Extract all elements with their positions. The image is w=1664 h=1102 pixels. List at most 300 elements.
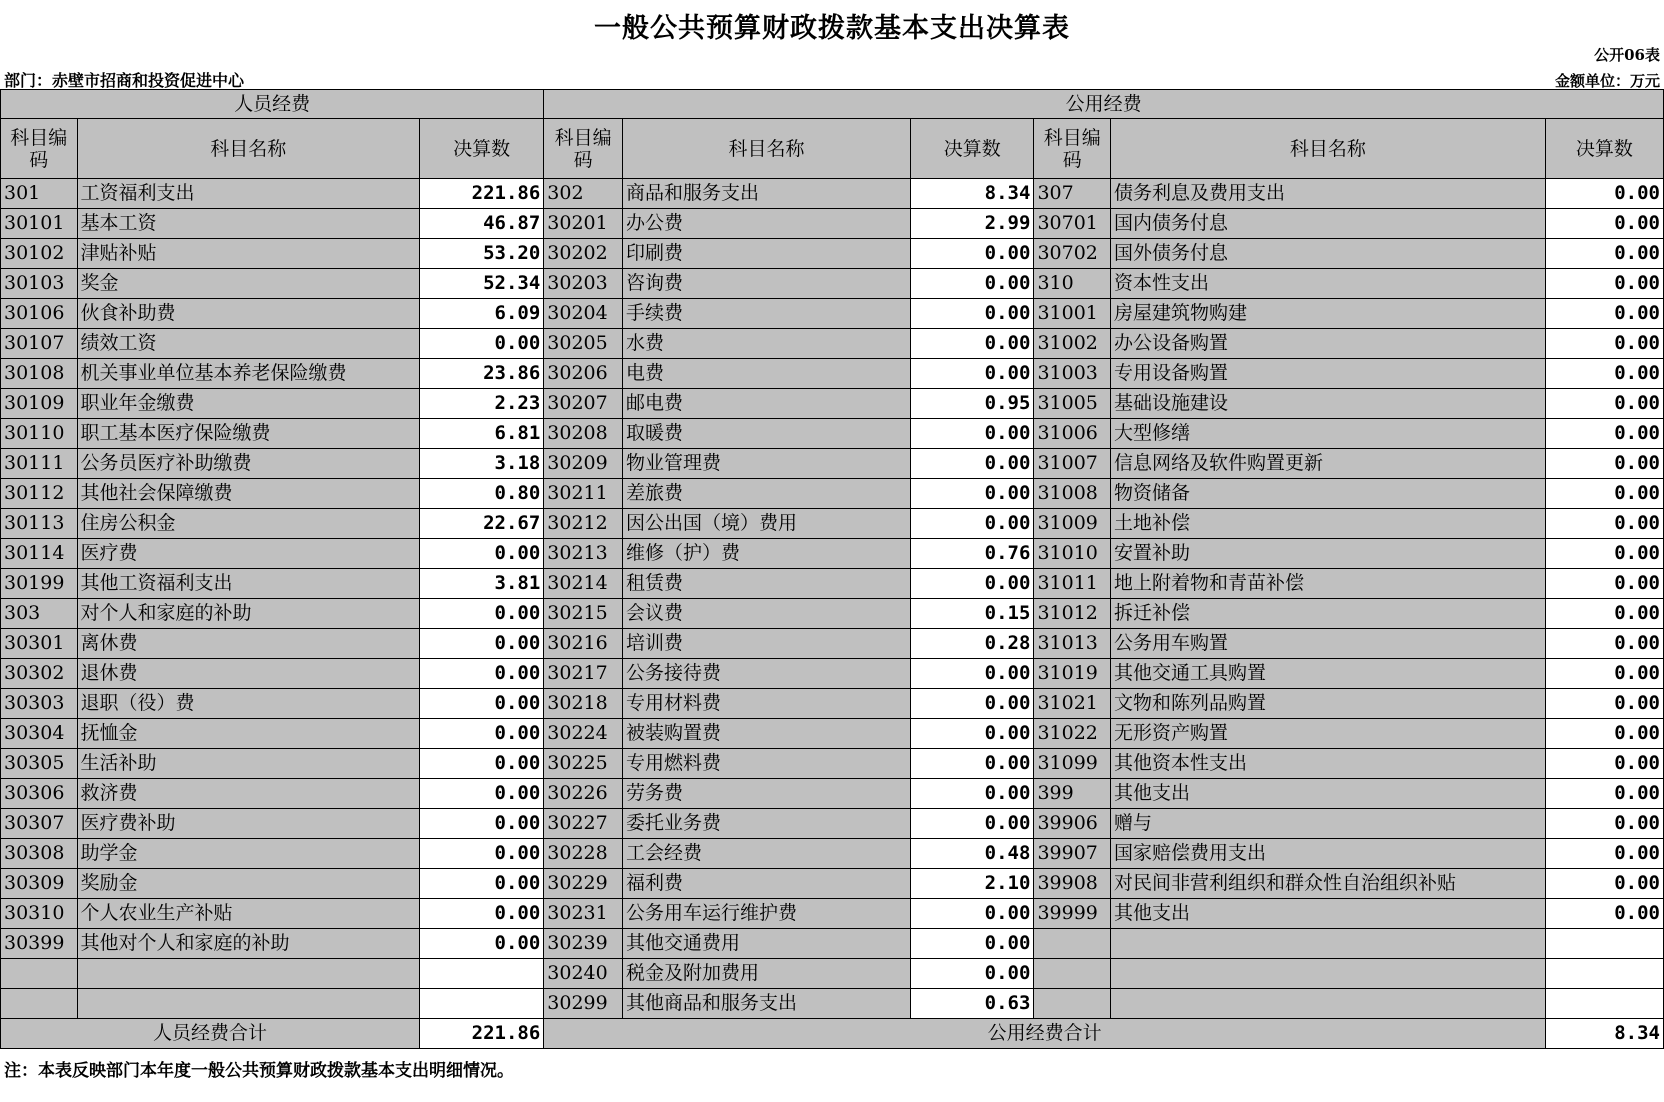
cell-name-other: 债务利息及费用支出 <box>1110 179 1545 209</box>
cell-amount-other <box>1545 989 1663 1019</box>
cell-amount-personnel: 2.23 <box>419 389 543 419</box>
cell-amount-other: 0.00 <box>1545 389 1663 419</box>
cell-amount-personnel: 0.00 <box>419 749 543 779</box>
cell-code-personnel: 301 <box>1 179 78 209</box>
cell-code-public: 30224 <box>544 719 623 749</box>
table-row <box>1 329 1664 359</box>
cell-code-public: 30207 <box>544 389 623 419</box>
cell-code-public: 302 <box>544 179 623 209</box>
cell-name-public: 专用燃料费 <box>622 749 910 779</box>
cell-code-personnel: 30301 <box>1 629 78 659</box>
cell-name-public: 被装购置费 <box>622 719 910 749</box>
cell-amount-other: 0.00 <box>1545 689 1663 719</box>
cell-code-public: 30227 <box>544 809 623 839</box>
cell-code-personnel: 30111 <box>1 449 78 479</box>
cell-code-public: 30215 <box>544 599 623 629</box>
cell-code-personnel <box>1 959 78 989</box>
table-row <box>1 689 1664 719</box>
cell-name-personnel: 伙食补助费 <box>77 299 419 329</box>
cell-name-public: 其他商品和服务支出 <box>622 989 910 1019</box>
cell-name-other: 土地补偿 <box>1110 509 1545 539</box>
cell-name-other: 赠与 <box>1110 809 1545 839</box>
cell-amount-personnel: 221.86 <box>419 179 543 209</box>
cell-amount-public: 0.00 <box>911 929 1034 959</box>
cell-name-public: 税金及附加费用 <box>622 959 910 989</box>
cell-amount-public: 0.00 <box>911 509 1034 539</box>
cell-code-other: 39999 <box>1034 899 1111 929</box>
cell-code-public: 30204 <box>544 299 623 329</box>
cell-name-personnel: 其他工资福利支出 <box>77 569 419 599</box>
cell-name-public: 办公费 <box>622 209 910 239</box>
cell-code-personnel: 30101 <box>1 209 78 239</box>
cell-name-other <box>1110 959 1545 989</box>
cell-code-public: 30209 <box>544 449 623 479</box>
col-header-code: 科目编码 <box>1034 119 1111 179</box>
cell-name-other: 大型修缮 <box>1110 419 1545 449</box>
cell-amount-other: 0.00 <box>1545 329 1663 359</box>
cell-code-other: 31009 <box>1034 509 1111 539</box>
cell-amount-personnel: 3.18 <box>419 449 543 479</box>
cell-amount-personnel: 6.81 <box>419 419 543 449</box>
cell-name-other: 物资储备 <box>1110 479 1545 509</box>
cell-amount-public: 0.00 <box>911 419 1034 449</box>
cell-code-public: 30212 <box>544 509 623 539</box>
cell-amount-personnel: 0.00 <box>419 689 543 719</box>
cell-amount-public: 0.00 <box>911 719 1034 749</box>
cell-amount-other: 0.00 <box>1545 299 1663 329</box>
cell-amount-other <box>1545 929 1663 959</box>
table-row <box>1 389 1664 419</box>
cell-code-public: 30211 <box>544 479 623 509</box>
cell-name-other: 对民间非营利组织和群众性自治组织补贴 <box>1110 869 1545 899</box>
cell-amount-public: 0.00 <box>911 299 1034 329</box>
table-row <box>1 959 1664 989</box>
cell-code-other: 31007 <box>1034 449 1111 479</box>
cell-code-other: 39907 <box>1034 839 1111 869</box>
cell-name-personnel: 对个人和家庭的补助 <box>77 599 419 629</box>
cell-name-personnel: 其他对个人和家庭的补助 <box>77 929 419 959</box>
cell-name-personnel: 救济费 <box>77 779 419 809</box>
cell-amount-other: 0.00 <box>1545 719 1663 749</box>
cell-code-personnel: 30107 <box>1 329 78 359</box>
table-row <box>1 359 1664 389</box>
cell-amount-personnel: 0.00 <box>419 719 543 749</box>
cell-amount-other: 0.00 <box>1545 599 1663 629</box>
table-row <box>1 659 1664 689</box>
col-header-code: 科目编码 <box>1 119 78 179</box>
cell-code-other: 31001 <box>1034 299 1111 329</box>
table-row <box>1 989 1664 1019</box>
table-row <box>1 209 1664 239</box>
personnel-total-label: 人员经费合计 <box>1 1019 420 1049</box>
cell-code-other: 31002 <box>1034 329 1111 359</box>
cell-code-public: 30225 <box>544 749 623 779</box>
table-row <box>1 569 1664 599</box>
cell-amount-personnel: 0.80 <box>419 479 543 509</box>
cell-name-public: 培训费 <box>622 629 910 659</box>
cell-amount-public: 0.00 <box>911 779 1034 809</box>
table-row <box>1 629 1664 659</box>
cell-amount-public: 0.00 <box>911 959 1034 989</box>
cell-code-personnel: 30110 <box>1 419 78 449</box>
cell-name-other: 地上附着物和青苗补偿 <box>1110 569 1545 599</box>
cell-code-personnel: 30113 <box>1 509 78 539</box>
cell-name-public: 公务接待费 <box>622 659 910 689</box>
cell-code-personnel: 30109 <box>1 389 78 419</box>
cell-code-public: 30208 <box>544 419 623 449</box>
table-row <box>1 719 1664 749</box>
cell-code-other: 31010 <box>1034 539 1111 569</box>
cell-amount-public: 0.95 <box>911 389 1034 419</box>
cell-name-personnel: 职工基本医疗保险缴费 <box>77 419 419 449</box>
cell-name-public: 水费 <box>622 329 910 359</box>
cell-name-other: 办公设备购置 <box>1110 329 1545 359</box>
cell-name-other: 公务用车购置 <box>1110 629 1545 659</box>
cell-code-other <box>1034 959 1111 989</box>
cell-name-public: 物业管理费 <box>622 449 910 479</box>
cell-amount-personnel: 0.00 <box>419 869 543 899</box>
cell-name-other: 其他支出 <box>1110 779 1545 809</box>
cell-name-personnel: 工资福利支出 <box>77 179 419 209</box>
cell-amount-other <box>1545 959 1663 989</box>
cell-code-personnel: 30112 <box>1 479 78 509</box>
cell-code-public: 30203 <box>544 269 623 299</box>
cell-name-personnel: 其他社会保障缴费 <box>77 479 419 509</box>
cell-code-personnel <box>1 989 78 1019</box>
cell-code-other: 39906 <box>1034 809 1111 839</box>
table-row <box>1 809 1664 839</box>
cell-amount-personnel: 46.87 <box>419 209 543 239</box>
cell-code-other: 31022 <box>1034 719 1111 749</box>
cell-code-public: 30299 <box>544 989 623 1019</box>
cell-name-public: 劳务费 <box>622 779 910 809</box>
cell-amount-other: 0.00 <box>1545 359 1663 389</box>
cell-amount-other: 0.00 <box>1545 749 1663 779</box>
cell-code-personnel: 30305 <box>1 749 78 779</box>
cell-name-other: 资本性支出 <box>1110 269 1545 299</box>
cell-name-other: 无形资产购置 <box>1110 719 1545 749</box>
cell-name-other: 国家赔偿费用支出 <box>1110 839 1545 869</box>
cell-code-other: 307 <box>1034 179 1111 209</box>
cell-code-public: 30214 <box>544 569 623 599</box>
cell-amount-other: 0.00 <box>1545 419 1663 449</box>
totals-row <box>1 1019 1664 1049</box>
cell-name-public: 工会经费 <box>622 839 910 869</box>
cell-amount-personnel: 0.00 <box>419 779 543 809</box>
cell-code-public: 30202 <box>544 239 623 269</box>
cell-code-other: 39908 <box>1034 869 1111 899</box>
cell-amount-public: 2.99 <box>911 209 1034 239</box>
table-row <box>1 539 1664 569</box>
cell-name-public: 咨询费 <box>622 269 910 299</box>
table-row <box>1 299 1664 329</box>
cell-name-other: 国外债务付息 <box>1110 239 1545 269</box>
cell-name-personnel: 退职（役）费 <box>77 689 419 719</box>
cell-name-public: 差旅费 <box>622 479 910 509</box>
cell-code-other: 31003 <box>1034 359 1111 389</box>
cell-amount-personnel: 0.00 <box>419 329 543 359</box>
cell-code-personnel: 30303 <box>1 689 78 719</box>
cell-code-other: 31019 <box>1034 659 1111 689</box>
cell-name-other <box>1110 929 1545 959</box>
cell-amount-other: 0.00 <box>1545 839 1663 869</box>
cell-name-personnel: 生活补助 <box>77 749 419 779</box>
table-row <box>1 779 1664 809</box>
col-header-name: 科目名称 <box>622 119 910 179</box>
footnote: 注：本表反映部门本年度一般公共预算财政拨款基本支出明细情况。 <box>4 1061 514 1081</box>
cell-name-personnel: 绩效工资 <box>77 329 419 359</box>
cell-name-other: 拆迁补偿 <box>1110 599 1545 629</box>
cell-amount-other: 0.00 <box>1545 659 1663 689</box>
cell-code-personnel: 303 <box>1 599 78 629</box>
cell-code-personnel: 30307 <box>1 809 78 839</box>
cell-amount-personnel: 22.67 <box>419 509 543 539</box>
cell-amount-other: 0.00 <box>1545 539 1663 569</box>
cell-name-other: 信息网络及软件购置更新 <box>1110 449 1545 479</box>
cell-code-personnel: 30108 <box>1 359 78 389</box>
cell-amount-other: 0.00 <box>1545 869 1663 899</box>
cell-name-personnel: 职业年金缴费 <box>77 389 419 419</box>
cell-code-personnel: 30102 <box>1 239 78 269</box>
cell-code-public: 30229 <box>544 869 623 899</box>
cell-code-public: 30205 <box>544 329 623 359</box>
department-label: 部门：赤壁市招商和投资促进中心 <box>4 71 245 90</box>
unit-label: 金额单位：万元 <box>1554 72 1660 90</box>
cell-amount-other: 0.00 <box>1545 209 1663 239</box>
cell-amount-other: 0.00 <box>1545 239 1663 269</box>
cell-amount-public: 0.00 <box>911 899 1034 929</box>
cell-amount-personnel: 53.20 <box>419 239 543 269</box>
cell-amount-other: 0.00 <box>1545 809 1663 839</box>
cell-name-personnel <box>77 959 419 989</box>
cell-code-public: 30228 <box>544 839 623 869</box>
cell-name-public: 电费 <box>622 359 910 389</box>
table-row <box>1 239 1664 269</box>
table-row <box>1 269 1664 299</box>
cell-code-public: 30218 <box>544 689 623 719</box>
col-header-code: 科目编码 <box>544 119 623 179</box>
cell-name-other: 基础设施建设 <box>1110 389 1545 419</box>
cell-amount-public: 0.63 <box>911 989 1034 1019</box>
cell-amount-public: 0.00 <box>911 449 1034 479</box>
cell-name-other: 安置补助 <box>1110 539 1545 569</box>
cell-name-public: 因公出国（境）费用 <box>622 509 910 539</box>
cell-code-personnel: 30306 <box>1 779 78 809</box>
cell-name-public: 委托业务费 <box>622 809 910 839</box>
cell-code-other: 31011 <box>1034 569 1111 599</box>
cell-name-public: 公务用车运行维护费 <box>622 899 910 929</box>
cell-amount-public: 0.00 <box>911 689 1034 719</box>
cell-amount-other: 0.00 <box>1545 269 1663 299</box>
cell-amount-personnel: 0.00 <box>419 629 543 659</box>
col-header-amount: 决算数 <box>419 119 543 179</box>
col-header-amount: 决算数 <box>1545 119 1663 179</box>
cell-amount-personnel <box>419 959 543 989</box>
cell-code-other: 31013 <box>1034 629 1111 659</box>
cell-amount-public: 2.10 <box>911 869 1034 899</box>
cell-code-public: 30217 <box>544 659 623 689</box>
cell-amount-other: 0.00 <box>1545 509 1663 539</box>
cell-name-personnel: 基本工资 <box>77 209 419 239</box>
cell-amount-other: 0.00 <box>1545 569 1663 599</box>
public-total-label: 公用经费合计 <box>544 1019 1546 1049</box>
cell-code-public: 30226 <box>544 779 623 809</box>
cell-name-personnel: 公务员医疗补助缴费 <box>77 449 419 479</box>
cell-amount-personnel: 3.81 <box>419 569 543 599</box>
cell-amount-public: 0.00 <box>911 269 1034 299</box>
table-row <box>1 479 1664 509</box>
cell-code-other: 310 <box>1034 269 1111 299</box>
cell-name-public: 商品和服务支出 <box>622 179 910 209</box>
form-number: 公开06表 <box>1594 46 1660 64</box>
cell-name-personnel: 津贴补贴 <box>77 239 419 269</box>
cell-amount-public: 8.34 <box>911 179 1034 209</box>
cell-name-other: 国内债务付息 <box>1110 209 1545 239</box>
cell-code-public: 30201 <box>544 209 623 239</box>
cell-code-personnel: 30304 <box>1 719 78 749</box>
cell-code-public: 30206 <box>544 359 623 389</box>
cell-amount-other: 0.00 <box>1545 479 1663 509</box>
cell-amount-public: 0.00 <box>911 659 1034 689</box>
cell-name-public: 维修（护）费 <box>622 539 910 569</box>
cell-code-public: 30213 <box>544 539 623 569</box>
cell-name-personnel: 医疗费 <box>77 539 419 569</box>
cell-name-public: 邮电费 <box>622 389 910 419</box>
cell-amount-public: 0.76 <box>911 539 1034 569</box>
public-total-value: 8.34 <box>1545 1019 1663 1049</box>
cell-name-other: 房屋建筑物购建 <box>1110 299 1545 329</box>
cell-code-other <box>1034 989 1111 1019</box>
cell-code-personnel: 30103 <box>1 269 78 299</box>
cell-name-public: 专用材料费 <box>622 689 910 719</box>
cell-amount-other: 0.00 <box>1545 899 1663 929</box>
cell-code-public: 30216 <box>544 629 623 659</box>
cell-code-public: 30240 <box>544 959 623 989</box>
cell-amount-public: 0.28 <box>911 629 1034 659</box>
cell-code-other: 30702 <box>1034 239 1111 269</box>
cell-name-other: 文物和陈列品购置 <box>1110 689 1545 719</box>
cell-amount-other: 0.00 <box>1545 779 1663 809</box>
cell-name-other: 其他资本性支出 <box>1110 749 1545 779</box>
cell-code-other: 31099 <box>1034 749 1111 779</box>
cell-amount-personnel <box>419 989 543 1019</box>
table-row <box>1 839 1664 869</box>
table-row <box>1 179 1664 209</box>
cell-amount-public: 0.00 <box>911 809 1034 839</box>
cell-name-personnel: 个人农业生产补贴 <box>77 899 419 929</box>
cell-amount-public: 0.00 <box>911 569 1034 599</box>
cell-amount-public: 0.15 <box>911 599 1034 629</box>
cell-code-personnel: 30308 <box>1 839 78 869</box>
cell-amount-personnel: 0.00 <box>419 599 543 629</box>
table-row <box>1 419 1664 449</box>
cell-name-personnel: 抚恤金 <box>77 719 419 749</box>
cell-code-other: 31021 <box>1034 689 1111 719</box>
cell-code-personnel: 30106 <box>1 299 78 329</box>
cell-name-personnel: 医疗费补助 <box>77 809 419 839</box>
cell-name-public: 福利费 <box>622 869 910 899</box>
col-header-amount: 决算数 <box>911 119 1034 179</box>
cell-name-other: 其他支出 <box>1110 899 1545 929</box>
cell-code-personnel: 30399 <box>1 929 78 959</box>
cell-amount-other: 0.00 <box>1545 179 1663 209</box>
cell-amount-other: 0.00 <box>1545 449 1663 479</box>
cell-amount-personnel: 0.00 <box>419 929 543 959</box>
cell-amount-public: 0.00 <box>911 359 1034 389</box>
cell-name-public: 手续费 <box>622 299 910 329</box>
table-row <box>1 749 1664 779</box>
cell-amount-public: 0.00 <box>911 749 1034 779</box>
cell-amount-personnel: 0.00 <box>419 899 543 929</box>
cell-name-public: 租赁费 <box>622 569 910 599</box>
cell-name-other <box>1110 989 1545 1019</box>
cell-code-personnel: 30310 <box>1 899 78 929</box>
cell-name-personnel: 奖金 <box>77 269 419 299</box>
cell-name-personnel: 住房公积金 <box>77 509 419 539</box>
cell-code-public: 30231 <box>544 899 623 929</box>
cell-code-other <box>1034 929 1111 959</box>
cell-amount-personnel: 0.00 <box>419 839 543 869</box>
cell-name-personnel: 助学金 <box>77 839 419 869</box>
cell-name-other: 专用设备购置 <box>1110 359 1545 389</box>
table-row <box>1 509 1664 539</box>
table-row <box>1 449 1664 479</box>
cell-code-other: 399 <box>1034 779 1111 809</box>
cell-code-personnel: 30309 <box>1 869 78 899</box>
cell-amount-public: 0.00 <box>911 479 1034 509</box>
page-title: 一般公共预算财政拨款基本支出决算表 <box>594 13 1070 44</box>
cell-amount-personnel: 0.00 <box>419 659 543 689</box>
cell-code-public: 30239 <box>544 929 623 959</box>
cell-name-personnel: 机关事业单位基本养老保险缴费 <box>77 359 419 389</box>
table-row <box>1 869 1664 899</box>
expenditure-table <box>0 89 1664 1049</box>
cell-amount-public: 0.00 <box>911 329 1034 359</box>
table-row <box>1 929 1664 959</box>
cell-code-other: 31005 <box>1034 389 1111 419</box>
cell-code-other: 31006 <box>1034 419 1111 449</box>
cell-amount-personnel: 0.00 <box>419 539 543 569</box>
cell-code-other: 31012 <box>1034 599 1111 629</box>
cell-name-personnel: 奖励金 <box>77 869 419 899</box>
cell-code-personnel: 30114 <box>1 539 78 569</box>
cell-name-public: 其他交通费用 <box>622 929 910 959</box>
cell-name-personnel <box>77 989 419 1019</box>
col-header-name: 科目名称 <box>1110 119 1545 179</box>
cell-amount-public: 0.48 <box>911 839 1034 869</box>
cell-name-personnel: 离休费 <box>77 629 419 659</box>
cell-name-personnel: 退休费 <box>77 659 419 689</box>
cell-amount-personnel: 6.09 <box>419 299 543 329</box>
group-header-personnel: 人员经费 <box>1 90 544 119</box>
col-header-name: 科目名称 <box>77 119 419 179</box>
cell-amount-personnel: 23.86 <box>419 359 543 389</box>
cell-name-public: 取暖费 <box>622 419 910 449</box>
cell-name-other: 其他交通工具购置 <box>1110 659 1545 689</box>
cell-amount-other: 0.00 <box>1545 629 1663 659</box>
cell-name-public: 印刷费 <box>622 239 910 269</box>
cell-code-personnel: 30302 <box>1 659 78 689</box>
cell-code-personnel: 30199 <box>1 569 78 599</box>
cell-code-other: 31008 <box>1034 479 1111 509</box>
cell-amount-public: 0.00 <box>911 239 1034 269</box>
cell-amount-personnel: 0.00 <box>419 809 543 839</box>
cell-name-public: 会议费 <box>622 599 910 629</box>
table-row <box>1 599 1664 629</box>
cell-amount-personnel: 52.34 <box>419 269 543 299</box>
group-header-public: 公用经费 <box>544 90 1664 119</box>
cell-code-other: 30701 <box>1034 209 1111 239</box>
